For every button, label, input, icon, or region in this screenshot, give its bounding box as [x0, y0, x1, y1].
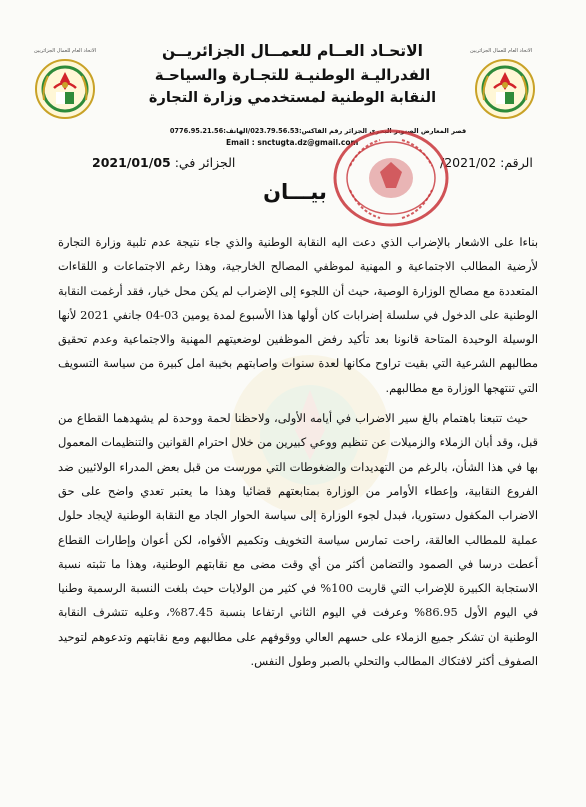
ugta-logo-left — [34, 58, 96, 120]
union-stamp — [330, 126, 452, 230]
reference-number: الرقم: 2021/02/ — [440, 155, 533, 170]
org-name-line: الاتحـاد العــام للعمــال الجزائريــن — [161, 42, 423, 60]
document-title: بيـــان — [263, 180, 327, 204]
body-paragraph-1: بناءا على الاشعار بالإضراب الذي دعت اليه النقابة الوطنية والذي جاء نتيجة عدم تلبية وزارة التجارة لأرضية المطالب الاجتماعية و المهنية لموظفي المصالح الخارجية، وهذا رغم الاجتماعات و اللقاءات المتعددة مع مصالح الوزارة الوصية، حيث أن اللجوء إلى الإضراب لم يكن محل خيار، فقد أرغمت النقابة الوطنية على الدخول في سلسلة إضرابات كان أولها هذا الأسبوع لمدة يومين 03-04 جانفي 2021 لأنها الوسيلة الوحيدة المتاحة قانونا بعد تأكيد رفض الموظفين لوضعيتهم المهنية والاجتماعية وعدم تحقيق مطالبهم الشرعية التي بقيت تراوح مكانها لعدة سنوات واصابتهم بخيبة امل كبيرة من سياسة التسويف التي تنتهجها الوزارة مع مطالبهم. — [58, 235, 538, 395]
document-date — [92, 155, 235, 170]
federation-name-line: الفدراليـة الوطنيـة للتجـارة والسياحـة — [154, 66, 431, 84]
contact-info: قصر المعارض الصنوبر البحري الجزائر رقم الفاكس:023.79.56.53/الهاتف:0776.95.21.56 — [169, 127, 467, 135]
email-address: Email : snctugta.dz@gmail.com — [226, 138, 359, 147]
union-name-line: النقابة الوطنية لمستخدمي وزارة التجارة — [148, 90, 437, 106]
logo-caption-left: الاتحاد العام للعمال الجزائريين — [34, 48, 97, 54]
body-paragraph-2: حيث تتبعنا باهتمام بالغ سير الاضراب في أيامه الأولى، ولاحظنا لحمة ووحدة لم يشهدهما القطاع من قبل، وقد أبان الزملاء والزميلات عن تنظيم ووعي كبيرين من خلال احترام القوانين والتنظيمات المعمول بها في هذا الشأن، بالرغم من التهديدات والضغوطات التي مورست من قبل بعض المدراء الولائيين ضد الفروع النقابية، وإعطاء الأوامر من الوزارة بمتابعتهم قضائيا وهذا ما يعتبر تعدي واضح على حق الاضراب المكفول دستوريا، فبدل لجوء الوزارة إلى سياسة الحوار الجاد مع النقابة الوطنية لإيجاد حلول عملية للمطالب العالقة، راحت تمارس سياسة التخويف وتكميم الأفواه، لكن أعوان وإطارات القطاع أعطت درسا في الصمود والتضامن أكثر من أي وقت مضى مع نقابتهم الوطنية، وهذا ما تثبته نسبة الاستجابة الكبيرة للإضراب التي قاربت 100% في كثير من الولايات حيث بلغت النسبة الرسمية وطنيا في اليوم الأول 86.95% وعرفت في اليوم الثاني ارتفاعا بنسبة 87.45%، وعليه تتشرف النقابة الوطنية ان تشكر جميع الزملاء على حسهم العالي ووقوفهم على مطالبهم ومع نقابتهم وتدعوهم لتوحيد الصفوف أكثر لافتكاك المطالب والتحلي بالصبر وطول النفس. — [58, 411, 539, 669]
ugta-logo-right — [474, 58, 536, 120]
date-value: 2021/01/05 — [92, 155, 171, 170]
logo-caption-right: الاتحاد العام للعمال الجزائريين — [470, 48, 533, 54]
date-prefix: الجزائر في: — [174, 155, 236, 170]
statement-body — [58, 230, 538, 673]
